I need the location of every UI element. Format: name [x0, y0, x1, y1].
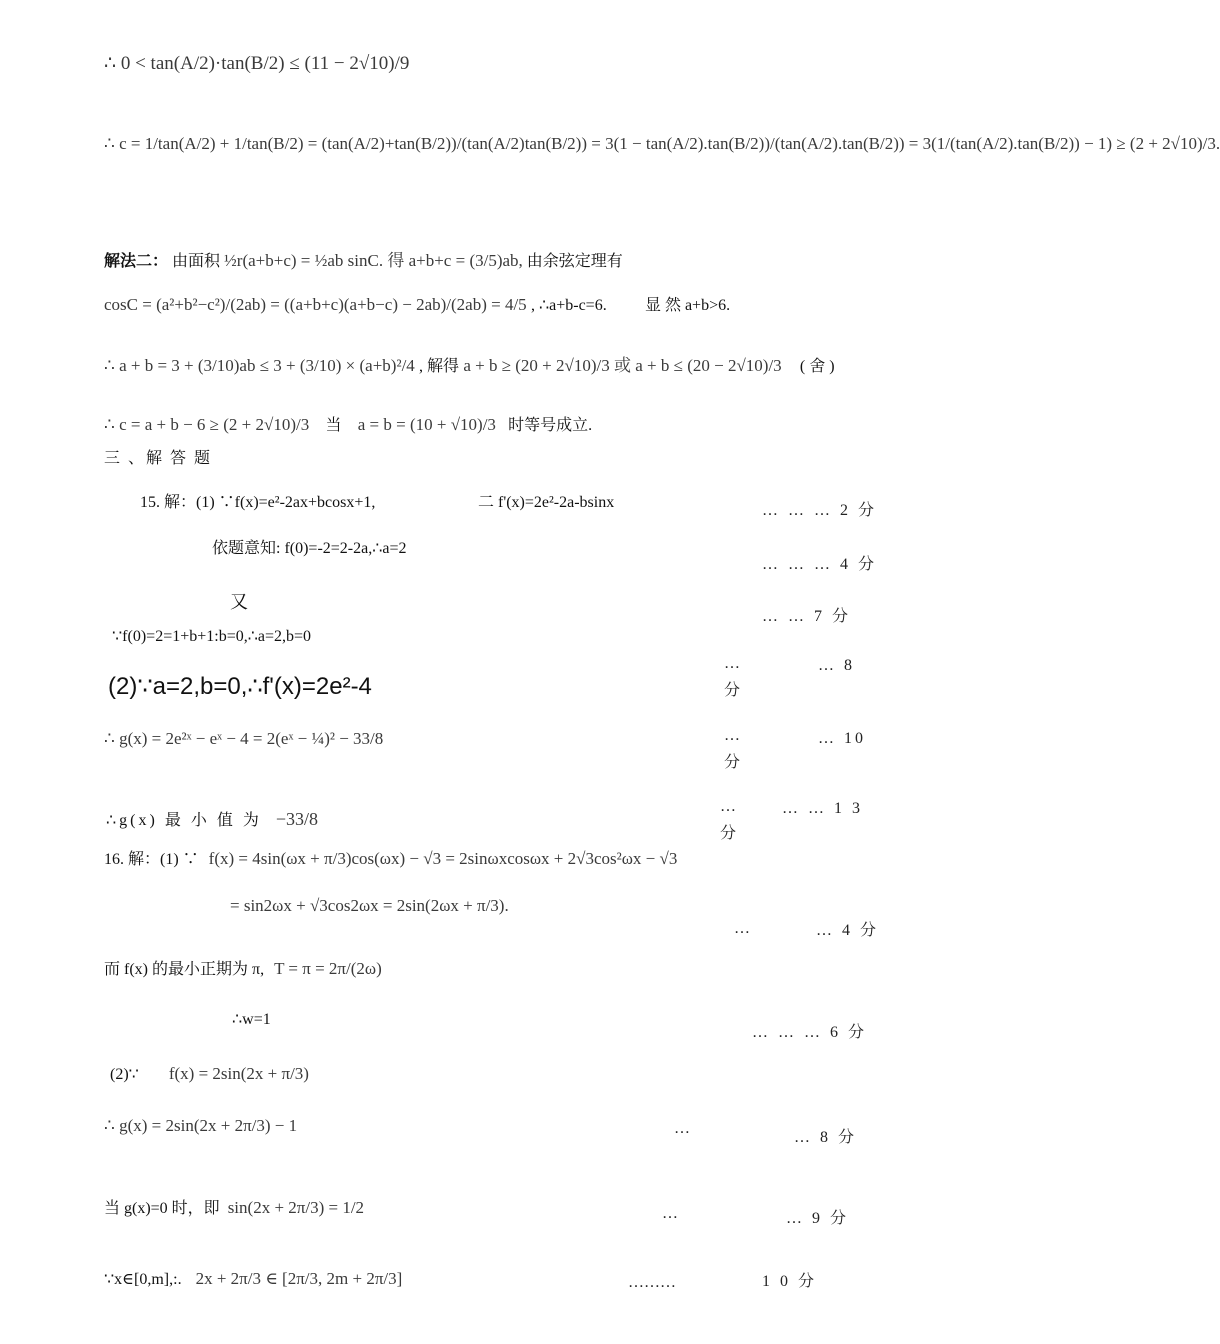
- q16-line1: [104, 850, 677, 868]
- q16-part1-text: 16. 解：(1) ∵: [104, 851, 199, 868]
- inequality-ab-line: [104, 357, 835, 375]
- q15-line2: [212, 541, 407, 557]
- q16-period-text: 而 f(x) 的最小正期为 π,: [104, 961, 265, 978]
- q15-min-text: ∴g(x) 最 小 值 为: [106, 812, 262, 829]
- area-formula: ½r(a+b+c) = ½ab sinC. 得 a+b+c = (3/5)ab,: [224, 251, 523, 270]
- method-two-label: 解法二：: [104, 253, 169, 270]
- q16-line7: [104, 1199, 364, 1217]
- conclusion-c: ∴ c = a + b − 6 ≥ (2 + 2√10)/3: [104, 415, 310, 434]
- section-heading: [104, 451, 212, 467]
- q16-score-9-dots: …: [662, 1205, 681, 1222]
- q15-score-8-dots: …: [724, 655, 743, 672]
- q16-part2-text: (2)∵: [110, 1066, 139, 1083]
- q15-again-text: 又: [230, 592, 248, 612]
- q16-range-formula: 2x + 2π/3 ∈ [2π/3, 2m + 2π/3]: [195, 1269, 403, 1288]
- q15-score-13: … … 1 3: [782, 800, 863, 817]
- expression-c-tan: [104, 135, 1220, 152]
- q15-part1-text: 15. 解：(1) ∵f(x)=e²-2ax+bcosx+1,: [140, 494, 376, 511]
- q15-line6: [104, 730, 383, 747]
- conclusion-line: [104, 416, 592, 434]
- q16-score-8-dots: …: [674, 1120, 693, 1137]
- q15-line4: [112, 629, 311, 645]
- q16-line3: [104, 960, 382, 978]
- q15-score-7: … … 7 分: [762, 608, 852, 625]
- q16-zero-text: 当 g(x)=0 时，即: [104, 1200, 220, 1217]
- q15-line1: [140, 495, 375, 511]
- method-two-text1: 由面积: [172, 253, 221, 270]
- q16-score-9: … 9 分: [786, 1210, 850, 1227]
- q15-b-value-text: ∵f(0)=2=1+b+1:b=0,∴a=2,b=0: [112, 628, 312, 645]
- q15-line7: [106, 810, 318, 829]
- when-text: 当: [325, 417, 342, 434]
- inequality-ab: ∴ a + b = 3 + (3/10)ab ≤ 3 + (3/10) × (a+b)²/4: [104, 356, 415, 375]
- cosine-result: , ∴a+b-c=6.: [530, 297, 607, 314]
- q15-score-10-dots: …: [724, 727, 743, 744]
- q16-line6: [104, 1117, 297, 1134]
- q15-derivative-text: 二 f'(x)=2e²-2a-bsinx: [478, 494, 615, 511]
- q16-score-10-dots: ………: [628, 1274, 676, 1291]
- obvious-note: 显 然 a+b>6.: [644, 297, 731, 314]
- q16-omega-text: ∴w=1: [232, 1011, 271, 1028]
- cosine-formula-line: [104, 296, 730, 314]
- inequality-tan-product: [104, 54, 409, 73]
- q16-g-formula: ∴ g(x) = 2sin(2x + 2π/3) − 1: [104, 1116, 298, 1135]
- q16-score-8: … 8 分: [794, 1129, 858, 1146]
- q16-line4: [232, 1012, 271, 1028]
- q15-score-8-unit: 分: [724, 682, 744, 699]
- expression-c-tan-text: ∴ c = 1/tan(A/2) + 1/tan(B/2) = (tan(A/2)+tan(B/2))/(tan(A/2)tan(B/2)) = 3(1 − tan(A/2).tan(B/2))/(tan(A/2).tan(B/2)) = 3(1/(tan(A/2).tan(B/2)) − 1) ≥ (2 + 2√10)/3.: [104, 134, 1220, 153]
- q16-score-4: … 4 分: [816, 922, 880, 939]
- q15-score-13-dots: …: [720, 798, 739, 815]
- q16-period-formula: T = π = 2π/(2ω): [274, 959, 382, 978]
- method-two-text2: 由余弦定理有: [526, 253, 623, 270]
- section-heading-text: 三 、解 答 题: [104, 450, 213, 467]
- q16-sin-equation: sin(2x + 2π/3) = 1/2: [227, 1198, 365, 1217]
- q15-line3: [230, 593, 248, 611]
- equality-text: 时等号成立.: [508, 417, 593, 434]
- q16-f-part2: f(x) = 2sin(2x + π/3): [168, 1064, 309, 1083]
- q15-line5: [108, 675, 372, 699]
- q16-score-6: … … … 6 分: [752, 1024, 868, 1041]
- equality-condition: a = b = (10 + √10)/3: [357, 415, 496, 434]
- q15-score-8: … 8: [818, 657, 855, 674]
- q15-score-10: … 10: [818, 730, 866, 747]
- q16-line2: [230, 897, 509, 914]
- q16-score-10: 1 0 分: [762, 1273, 818, 1290]
- q15-min-value: −33/8: [275, 809, 318, 829]
- inequality-tan-product-text: ∴ 0 < tan(A/2)·tan(B/2) ≤ (11 − 2√10)/9: [104, 53, 410, 74]
- solve-result: a + b ≥ (20 + 2√10)/3 或 a + b ≤ (20 − 2√10)/3: [463, 356, 782, 375]
- q15-part2-text: (2)∵a=2,b=0,∴f'(x)=2e²-4: [108, 673, 372, 700]
- method-two-line: [104, 252, 623, 270]
- q16-simplified: = sin2ωx + √3cos2ωx = 2sin(2ωx + π/3).: [230, 896, 509, 915]
- q15-score-13-unit: 分: [720, 825, 740, 842]
- q15-score-2: … … … 2 分: [762, 502, 878, 519]
- discard-note: ( 舍 ): [799, 358, 835, 375]
- q16-domain-text: ∵x∈[0,m],:.: [104, 1271, 182, 1288]
- q15-score-10-unit: 分: [724, 754, 744, 771]
- q16-line5: [110, 1065, 309, 1083]
- solve-text: , 解得: [419, 358, 460, 375]
- q16-f-expansion: f(x) = 4sin(ωx + π/3)cos(ωx) − √3 = 2sinωxcosωx + 2√3cos²ωx − √3: [208, 849, 678, 868]
- q16-score-4-dots: …: [734, 920, 753, 937]
- q15-condition-text: 依题意知: f(0)=-2=2-2a,∴a=2: [212, 540, 407, 557]
- q15-g-expression: ∴ g(x) = 2e²ˣ − eˣ − 4 = 2(eˣ − ¼)² − 33/8: [104, 729, 384, 748]
- cosine-formula: cosC = (a²+b²−c²)/(2ab) = ((a+b+c)(a+b−c) − 2ab)/(2ab) = 4/5: [104, 295, 527, 314]
- q15-score-4: … … … 4 分: [762, 556, 878, 573]
- q16-line8: [104, 1270, 402, 1288]
- q15-derivative: [478, 495, 614, 511]
